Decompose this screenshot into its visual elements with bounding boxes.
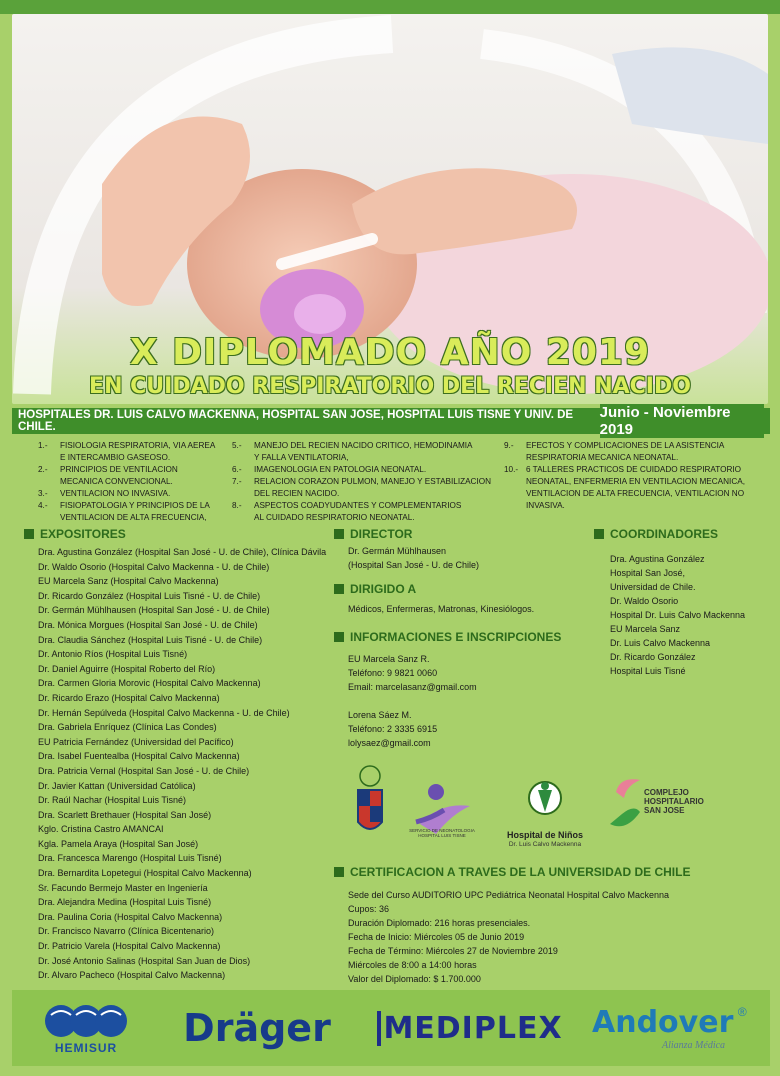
modules-column-3 (504, 440, 774, 512)
square-bullet-icon (334, 529, 344, 539)
expositor-item: Dra. Bernardita Lopetegui (Hospital Calvo Mackenna) (38, 868, 252, 879)
dirigido-text: Médicos, Enfermeras, Matronas, Kinesiólogos. (348, 604, 535, 614)
square-bullet-icon (24, 529, 34, 539)
module-item: 5.- MANEJO DEL RECIEN NACIDO CRITICO, HEMODINAMIA Y FALLA VENTILATORIA, (232, 441, 473, 462)
complejo-san-jose-logo (610, 779, 640, 826)
expositor-item: EU Marcela Sanz (Hospital Calvo Mackenna) (38, 576, 219, 587)
expositor-item: Dra. Patricia Vernal (Hospital San José - U. de Chile) (38, 765, 250, 776)
informaciones-heading: INFORMACIONES E INSCRIPCIONES (334, 630, 561, 644)
module-item: 6.- IMAGENOLOGIA EN PATOLOGIA NEONATAL. (232, 465, 427, 474)
universidad-chile-logo (358, 766, 382, 829)
expositor-item: Dra. Mónica Morgues (Hospital San José - U. de Chile) (38, 619, 258, 630)
module-item: 10.- 6 TALLERES PRACTICOS DE CUIDADO RESPIRATORIO NEONATAL, ENFERMERIA EN VENTILACION MECANICA, VENTILACION DE ALTA FRECUENCIA, VENTILACION NO INVASIVA. (504, 465, 745, 510)
expositor-item: Kgla. Pamela Araya (Hospital San José) (38, 838, 199, 849)
main-title: X DIPLOMADO AÑO 2019 (129, 332, 651, 373)
expositor-item: Dra. Alejandra Medina (Hospital Luis Tisné) (38, 897, 212, 908)
hospitals-bar (12, 404, 770, 438)
expositor-item: Dr. Alvaro Pacheco (Hospital Calvo Mackenna) (38, 970, 226, 981)
hemisur-text: HEMISUR (54, 1041, 118, 1055)
module-item: 3.- VENTILACION NO INVASIVA. (38, 489, 171, 498)
mediplex-text: MEDIPLEX (377, 1011, 562, 1046)
expositor-item: Dr. Javier Kattan (Universidad Católica) (38, 780, 196, 791)
expositor-item: Dra. Francesca Marengo (Hospital Luis Tisné) (38, 853, 222, 864)
certificacion-info: Sede del Curso AUDITORIO UPC Pediátrica Neonatal Hospital Calvo Mackenna Cupos: 36 Duración Diplomado: 216 horas presenciales. Fecha de Inicio: Miércoles 05 de Junio 2019 Fecha de Término: Miércoles 27 de Noviembre 2019 Miércoles de 8:00 a 14:00 horas Valor del Diplomado: $ 1.700.000 (348, 890, 669, 984)
expositor-item: Dr. Ricardo González (Hospital Luis Tisné - U. de Chile) (38, 590, 261, 601)
modules-column-2 (232, 440, 500, 524)
module-item: 1.- FISIOLOGIA RESPIRATORIA, VIA AEREA E INTERCAMBIO GASEOSO. (38, 441, 216, 462)
subtitle: EN CUIDADO RESPIRATORIO DEL RECIEN NACIDO (89, 374, 691, 399)
expositor-item: Dr. Waldo Osorio (Hospital Calvo Mackenna - U. de Chile) (38, 561, 270, 572)
informaciones-info: EU Marcela Sanz R. Teléfono: 9 9821 0060 Email: marcelasanz@gmail.com Lorena Sáez M. Teléfono: 2 3335 6915 lolysaez@gmail.com (348, 654, 477, 748)
expositor-item: Dr. Daniel Aguirre (Hospital Roberto del Río) (38, 663, 216, 674)
neonatologia-logo (416, 784, 470, 834)
expositores-list (38, 545, 338, 983)
expositor-item: Sr. Facundo Bermejo Master en Ingeniería (38, 882, 208, 893)
dates-text: Junio - Noviembre 2019 (600, 404, 764, 438)
expositor-item: Dr. Ricardo Erazo (Hospital Calvo Mackenna) (38, 692, 220, 703)
sponsors-bar (12, 990, 770, 1066)
expositor-item: Dra. Claudia Sánchez (Hospital Luis Tisné - U. de Chile) (38, 634, 263, 645)
dirigido-heading: DIRIGIDO A (334, 582, 416, 596)
director-info: Dr. Germán Mühlhausen (Hospital San José - U. de Chile) (348, 546, 480, 570)
module-item: 9.- EFECTOS Y COMPLICACIONES DE LA ASISTENCIA RESPIRATORIA MECANICA NEONATAL. (504, 441, 725, 462)
module-item: 2.- PRINCIPIOS DE VENTILACION MECANICA CONVENCIONAL. (38, 465, 178, 486)
institution-logos (340, 762, 760, 852)
expositor-item: EU Patricia Fernández (Universidad del Pacífico) (38, 736, 234, 747)
drager-logo (182, 990, 332, 1066)
coordinadores-info: Dra. Agustina González Hospital San José, Universidad de Chile. Dr. Waldo Osorio Hospital Dr. Luis Calvo Mackenna EU Marcela Sanz Dr. Luis Calvo Mackenna Dr. Ricardo González Hospital Luis Tisné (610, 554, 746, 676)
director-heading: DIRECTOR (334, 527, 412, 541)
square-bullet-icon (334, 867, 344, 877)
andover-logo (592, 990, 762, 1066)
expositor-item: Dra. Isabel Fuentealba (Hospital Calvo Mackenna) (38, 751, 240, 762)
expositor-item: Dra. Gabriela Enríquez (Clínica Las Condes) (38, 722, 217, 733)
mediplex-logo (380, 990, 563, 1066)
expositor-item: Dr. Germán Mühlhausen (Hospital San José - U. de Chile) (38, 605, 270, 616)
expositor-item: Dra. Scarlett Brethauer (Hospital San José) (38, 809, 212, 820)
hemisur-logo (26, 990, 146, 1066)
expositor-item: Dra. Carmen Gloria Morovic (Hospital Calvo Mackenna) (38, 678, 261, 689)
hospital-ninos-title: Hospital de Niños (506, 830, 583, 840)
certificacion-heading: CERTIFICACION A TRAVES DE LA UNIVERSIDAD DE CHILE (334, 865, 690, 879)
module-item: 4.- FISIOPATOLOGIA Y PRINCIPIOS DE LA VENTILACION DE ALTA FRECUENCIA, (38, 501, 210, 522)
expositor-item: Dr. Francisco Navarro (Clínica Bicentenario) (38, 926, 215, 937)
complejo-text: COMPLEJO HOSPITALARIO SAN JOSE (644, 788, 704, 815)
expositor-item: Dr. José Antonio Salinas (Hospital San Juan de Dios) (38, 955, 251, 966)
hospital-ninos-logo (529, 782, 561, 814)
module-item: 8.- ASPECTOS COADYUDANTES Y COMPLEMENTARIOS AL CUIDADO RESPIRATORIO NEONATAL. (232, 501, 462, 522)
square-bullet-icon (334, 584, 344, 594)
module-item: 7.- RELACION CORAZON PULMON, MANEJO Y ESTABILIZACION DEL RECIEN NACIDO. (232, 477, 492, 498)
expositor-item: Dr. Raúl Nachar (Hospital Luis Tisné) (38, 795, 187, 806)
expositor-item: Dr. Patricio Varela (Hospital Calvo Mackenna) (38, 941, 221, 952)
expositor-item: Dra. Paulina Coria (Hospital Calvo Mackenna) (38, 911, 223, 922)
hospital-ninos-subtitle: Dr. Luis Calvo Mackenna (508, 841, 582, 848)
globe-icon (41, 1001, 131, 1041)
andover-subtitle: Alianza Médica (662, 1040, 726, 1051)
expositor-item: Dra. Agustina González (Hospital San José - U. de Chile), Clínica Dávila (38, 547, 327, 557)
registered-mark: ® (737, 1005, 747, 1019)
modules-column-1 (38, 440, 238, 524)
andover-text: Andover (592, 1005, 734, 1040)
expositor-item: Kglo. Cristina Castro AMANCAI (38, 824, 164, 835)
hospitals-text: HOSPITALES DR. LUIS CALVO MACKENNA, HOSPITAL SAN JOSE, HOSPITAL LUIS TISNE Y UNIV. DE CHILE. (18, 409, 574, 433)
drager-text: Dräger (183, 1006, 331, 1050)
expositor-item: Dr. Antonio Ríos (Hospital Luis Tisné) (38, 649, 188, 660)
coordinadores-heading: COORDINADORES (594, 527, 718, 541)
expositores-heading: EXPOSITORES (24, 527, 126, 541)
neonatologia-text: SERVICIO DE NEONATOLOGIA HOSPITAL LUIS TISNE (409, 828, 475, 838)
square-bullet-icon (334, 632, 344, 642)
top-bar (0, 0, 780, 14)
square-bullet-icon (594, 529, 604, 539)
expositor-item: Dr. Hernán Sepúlveda (Hospital Calvo Mackenna - U. de Chile) (38, 707, 290, 718)
